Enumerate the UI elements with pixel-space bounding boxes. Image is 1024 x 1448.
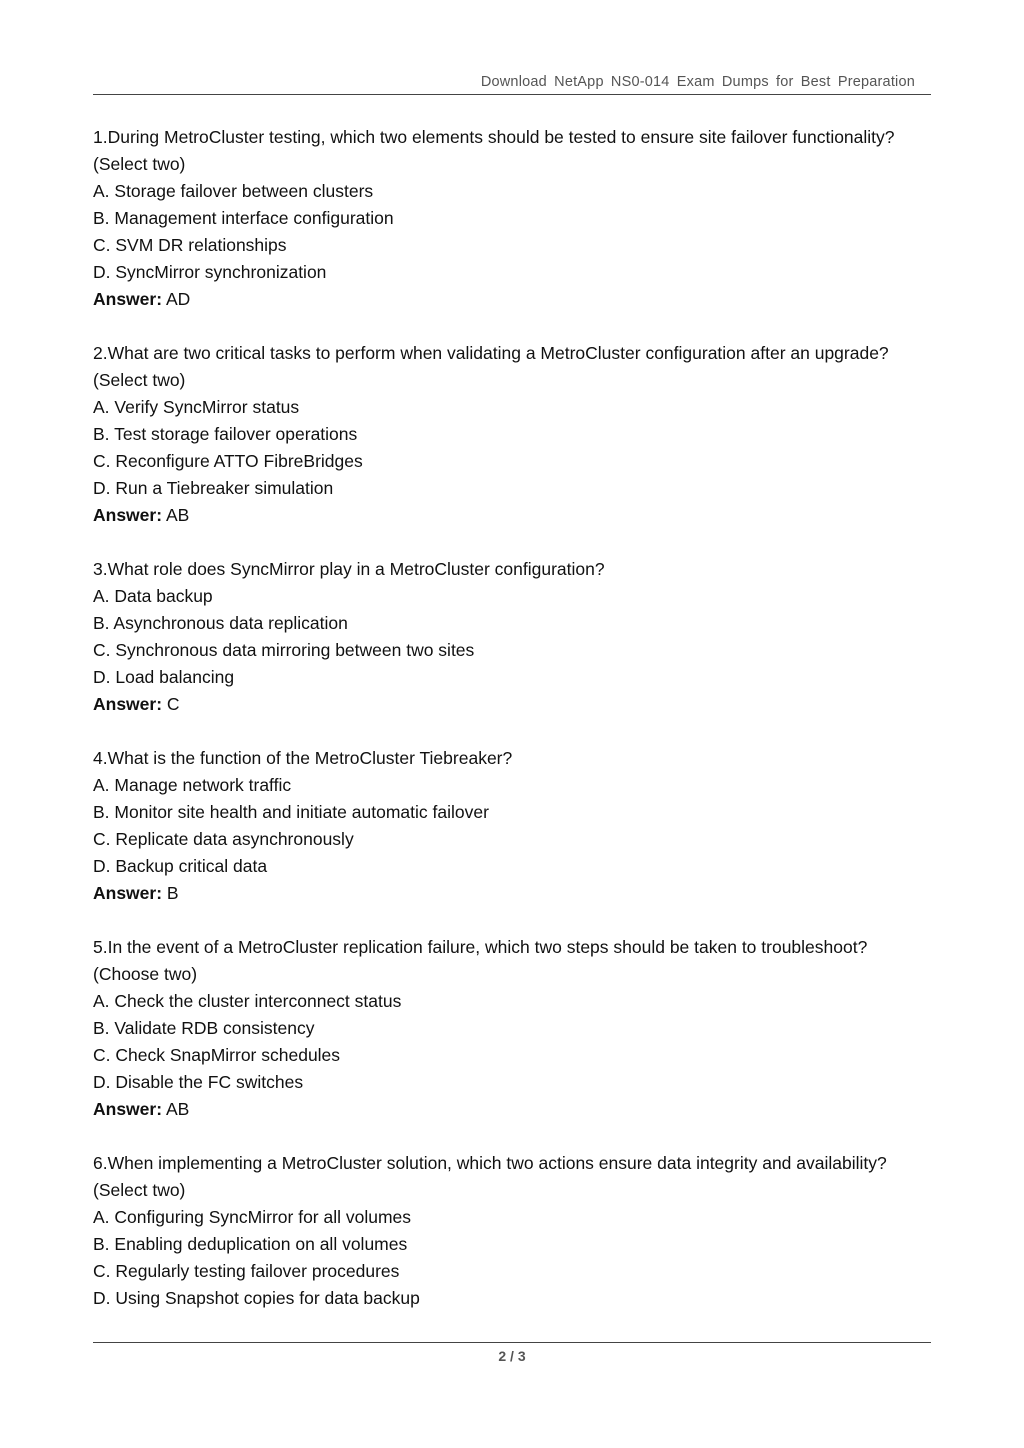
answer-label: Answer:: [93, 883, 163, 903]
answer-value: AB: [165, 505, 190, 525]
answer-label: Answer:: [93, 1099, 163, 1119]
answer-line: [93, 286, 943, 313]
answer-option: C. Reconfigure ATTO FibreBridges: [93, 451, 363, 471]
answer-option: C. Replicate data asynchronously: [93, 829, 354, 849]
answer-line: [93, 880, 943, 907]
answer-value: C: [166, 694, 180, 714]
answer-option: D. Run a Tiebreaker simulation: [93, 478, 334, 498]
header-title: Download NetApp NS0-014 Exam Dumps for Best Preparation: [480, 74, 915, 90]
answer-option: B. Validate RDB consistency: [93, 1018, 315, 1038]
answer-option: B. Asynchronous data replication: [93, 613, 348, 633]
answer-label: Answer:: [93, 505, 163, 525]
page-footer: [93, 1342, 931, 1364]
answer-option: A. Data backup: [93, 586, 213, 606]
question-block: [93, 340, 943, 529]
question-block: [93, 556, 943, 718]
answer-line: [93, 1096, 943, 1123]
answer-label: Answer:: [93, 289, 163, 309]
answer-option: C. Synchronous data mirroring between two sites: [93, 640, 475, 660]
answer-label: Answer:: [93, 694, 163, 714]
question-stem: 4.What is the function of the MetroCluster Tiebreaker?: [93, 748, 513, 768]
answer-option: A. Verify SyncMirror status: [93, 397, 300, 417]
question-instruction: (Choose two): [93, 964, 198, 984]
question-block: [93, 1150, 943, 1312]
question-stem: 6.When implementing a MetroCluster solution, which two actions ensure data integrity and availability?: [93, 1153, 887, 1173]
question-instruction: (Select two): [93, 154, 186, 174]
question-block: [93, 934, 943, 1123]
question-block: [93, 124, 943, 313]
answer-line: [93, 502, 943, 529]
answer-option: D. Load balancing: [93, 667, 235, 687]
answer-option: A. Storage failover between clusters: [93, 181, 374, 201]
answer-option: B. Test storage failover operations: [93, 424, 358, 444]
page-header: [93, 70, 931, 95]
answer-option: C. Check SnapMirror schedules: [93, 1045, 341, 1065]
question-list: [93, 124, 943, 1339]
question-instruction: (Select two): [93, 370, 186, 390]
answer-option: D. Backup critical data: [93, 856, 268, 876]
answer-option: B. Management interface configuration: [93, 208, 394, 228]
question-block: [93, 745, 943, 907]
answer-line: [93, 691, 943, 718]
question-stem: 3.What role does SyncMirror play in a MetroCluster configuration?: [93, 559, 605, 579]
answer-value: AD: [165, 289, 191, 309]
question-stem: 5.In the event of a MetroCluster replication failure, which two steps should be taken to troubleshoot?: [93, 937, 868, 957]
answer-option: D. Disable the FC switches: [93, 1072, 304, 1092]
answer-option: B. Enabling deduplication on all volumes: [93, 1234, 408, 1254]
page-number: 2 / 3: [498, 1348, 526, 1364]
answer-value: AB: [165, 1099, 190, 1119]
answer-option: C. Regularly testing failover procedures: [93, 1261, 400, 1281]
question-instruction: (Select two): [93, 1180, 186, 1200]
answer-option: D. SyncMirror synchronization: [93, 262, 327, 282]
answer-option: B. Monitor site health and initiate automatic failover: [93, 802, 489, 822]
answer-option: A. Manage network traffic: [93, 775, 292, 795]
question-stem: 1.During MetroCluster testing, which two elements should be tested to ensure site failover functionality?: [93, 127, 895, 147]
question-stem: 2.What are two critical tasks to perform when validating a MetroCluster configuration after an upgrade?: [93, 343, 889, 363]
answer-value: B: [166, 883, 179, 903]
answer-option: D. Using Snapshot copies for data backup: [93, 1288, 420, 1308]
answer-option: A. Check the cluster interconnect status: [93, 991, 402, 1011]
answer-option: C. SVM DR relationships: [93, 235, 287, 255]
answer-option: A. Configuring SyncMirror for all volumes: [93, 1207, 412, 1227]
